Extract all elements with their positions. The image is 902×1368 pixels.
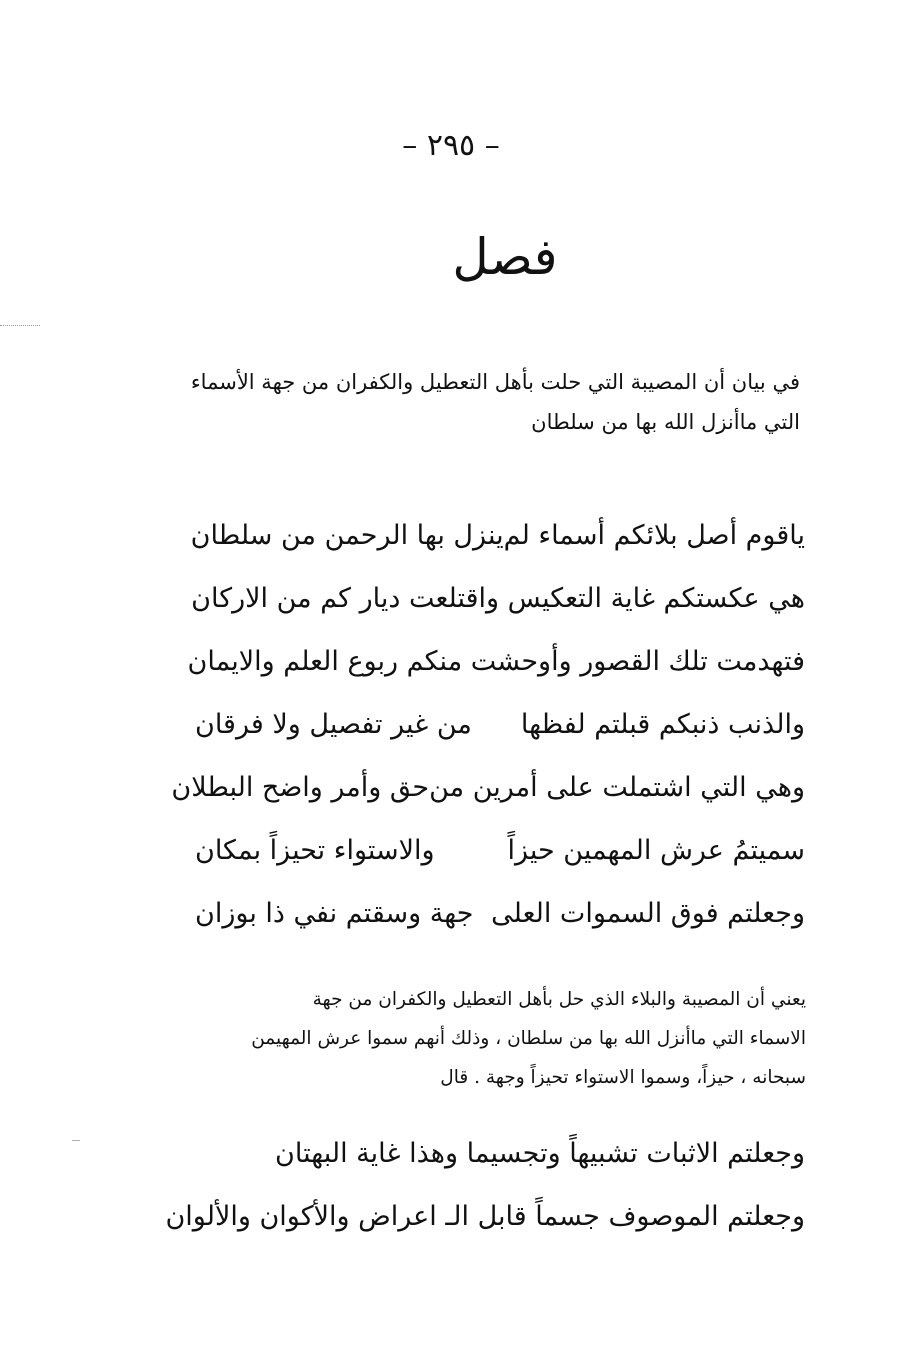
- verse-first-hemistich: وجعلتم فوق السموات العلى: [491, 898, 805, 929]
- verse: [190, 520, 805, 583]
- verse-second-hemistich: حق وأمر واضح البطلان: [171, 772, 430, 803]
- verse: [195, 709, 805, 772]
- commentary-line: يعني أن المصيبة والبلاء الذي حل بأهل التعطيل والكفران من جهة: [312, 989, 806, 1010]
- verse-text: وجعلتم الموصوف جسماً قابل الـ اعراض والأكوان والألوان: [165, 1201, 805, 1232]
- verse-second-hemistich: من غير تفصيل ولا فرقان: [195, 709, 472, 740]
- verse-text: فتهدمت تلك القصور وأوحشت منكم ربوع العلم والايمان: [187, 646, 805, 677]
- margin-dots: [0, 325, 40, 326]
- verse-second-hemistich: والاستواء تحيزاً بمكان: [195, 835, 435, 866]
- commentary-line: الاسماء التي ماأنزل الله بها من سلطان ، وذلك أنهم سموا عرش المهيمن: [251, 1028, 806, 1049]
- verse: [191, 583, 805, 646]
- intro-line: في بيان أن المصيبة التي حلت بأهل التعطيل والكفران من جهة الأسماء: [190, 370, 800, 394]
- verse: [171, 772, 805, 835]
- commentary-paragraph: [186, 980, 806, 1097]
- chapter-heading: فصل: [452, 228, 558, 286]
- poem-verses: [171, 520, 805, 961]
- verse-text: هي عكستكم غاية التعكيس واقتلعت ديار كم من الاركان: [191, 583, 805, 614]
- verse-first-hemistich: والذنب ذنبكم قبلتم لفظها: [520, 709, 805, 740]
- verse: [165, 1201, 805, 1264]
- verse: [195, 835, 805, 898]
- verse-second-hemistich: ينزل بها الرحمن من سلطان: [190, 520, 504, 551]
- verse: [195, 898, 805, 961]
- intro-line: التي ماأنزل الله بها من سلطان: [531, 410, 800, 434]
- verse-first-hemistich: ياقوم أصل بلائكم أسماء لم: [503, 520, 805, 551]
- margin-mark: [72, 1140, 80, 1141]
- commentary-line: سبحانه ، حيزاً، وسموا الاستواء تحيزاً وجهة . قال: [440, 1067, 806, 1088]
- verse: [195, 1138, 805, 1201]
- verse-first-hemistich: وهي التي اشتملت على أمرين من: [429, 772, 805, 803]
- verse: [187, 646, 805, 709]
- verse-text: وجعلتم الاثبات تشبيهاً وتجسيما وهذا غاية البهتان: [275, 1138, 805, 1169]
- verse-first-hemistich: سميتمُ عرش المهمين حيزاً: [507, 835, 805, 866]
- page-number: – ٢٩٥ –: [402, 128, 500, 163]
- chapter-intro: [180, 362, 800, 442]
- poem-verses: [165, 1138, 805, 1264]
- verse-second-hemistich: جهة وسقتم نفي ذا بوزان: [195, 898, 474, 929]
